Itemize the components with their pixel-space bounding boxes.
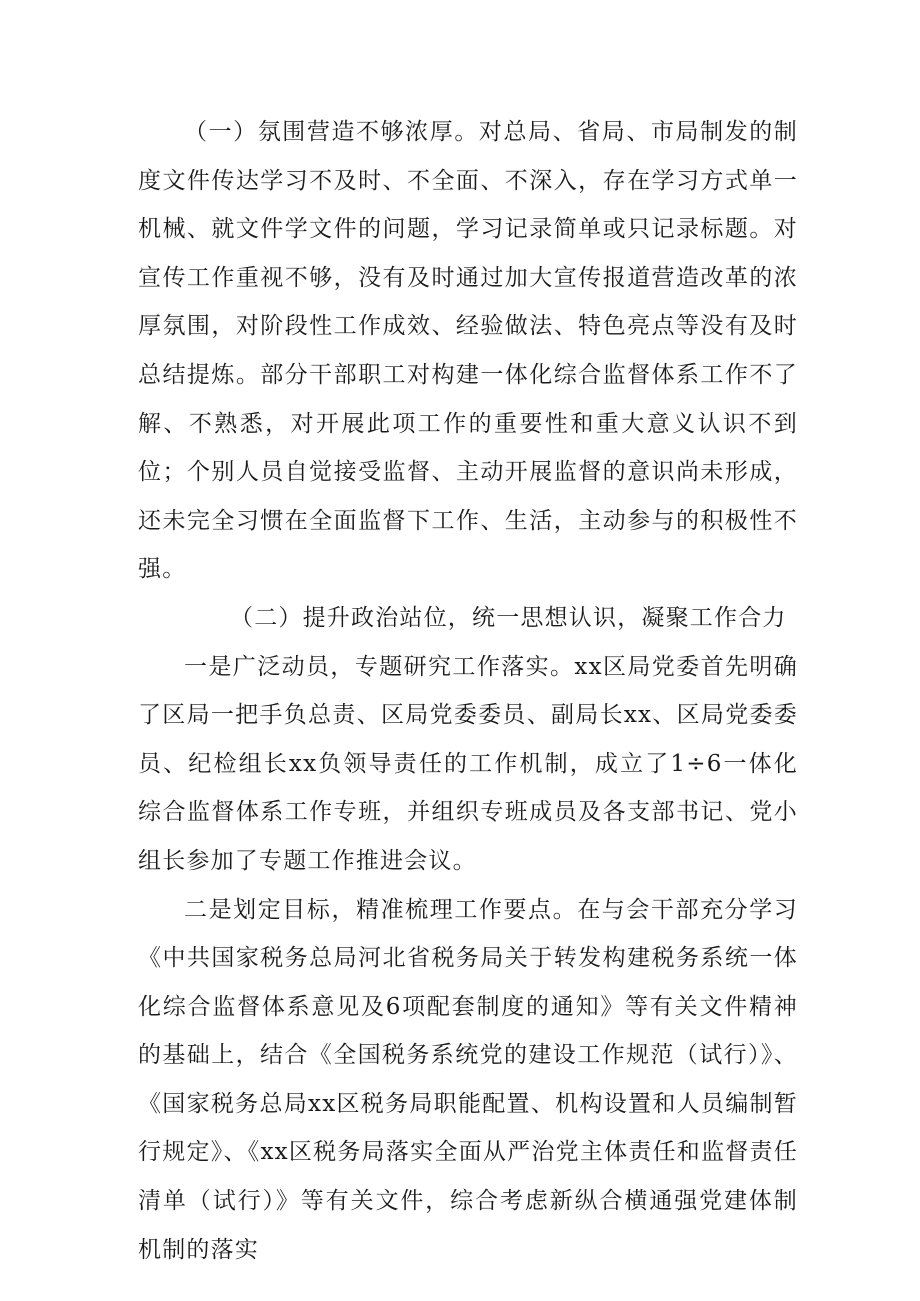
section-heading: （二）提升政治站位，统一思想认识，凝聚工作合力: [230, 604, 787, 631]
paragraph-goal-setting: 二是划定目标，精准梳理工作要点。在与会干部充分学习《中共国家税务总局河北省税务局关于转发构建税务系统一体化综合监督体系意见及6项配套制度的通知》等有关文件精神的基础上，结合《全国税务系统党的建设工作规范（试行）》、《国家税务总局xx区税务局职能配置、机构设置和人员编制暂行规定》、《xx区税务局落实全面从严治党主体责任和监督责任清单（试行）》等有关文件，综合考虑新纵合横通强党建体制机制的落实: [138, 896, 798, 1263]
document-body: [138, 108, 798, 1274]
paragraph-mobilization: 一是广泛动员，专题研究工作落实。xx区局党委首先明确了区局一把手负总责、区局党委委员、副局长xx、区局党委委员、纪检组长xx负领导责任的工作机制，成立了1÷6一体化综合监督体系工作专班，并组织专班成员及各支部书记、党小组长参加了专题工作推进会议。: [138, 653, 798, 874]
paragraph-atmosphere-issue: （一）氛围营造不够浓厚。对总局、省局、市局制发的制度文件传达学习不及时、不全面、不深入，存在学习方式单一机械、就文件学文件的问题，学习记录简单或只记录标题。对宣传工作重视不够，没有及时通过加大宣传报道营造改革的浓厚氛围，对阶段性工作成效、经验做法、特色亮点等没有及时总结提炼。部分干部职工对构建一体化综合监督体系工作不了解、不熟悉，对开展此项工作的重要性和重大意义认识不到位；个别人员自觉接受监督、主动开展监督的意识尚未形成，还未完全习惯在全面监督下工作、生活，主动参与的积极性不强。: [138, 119, 798, 583]
